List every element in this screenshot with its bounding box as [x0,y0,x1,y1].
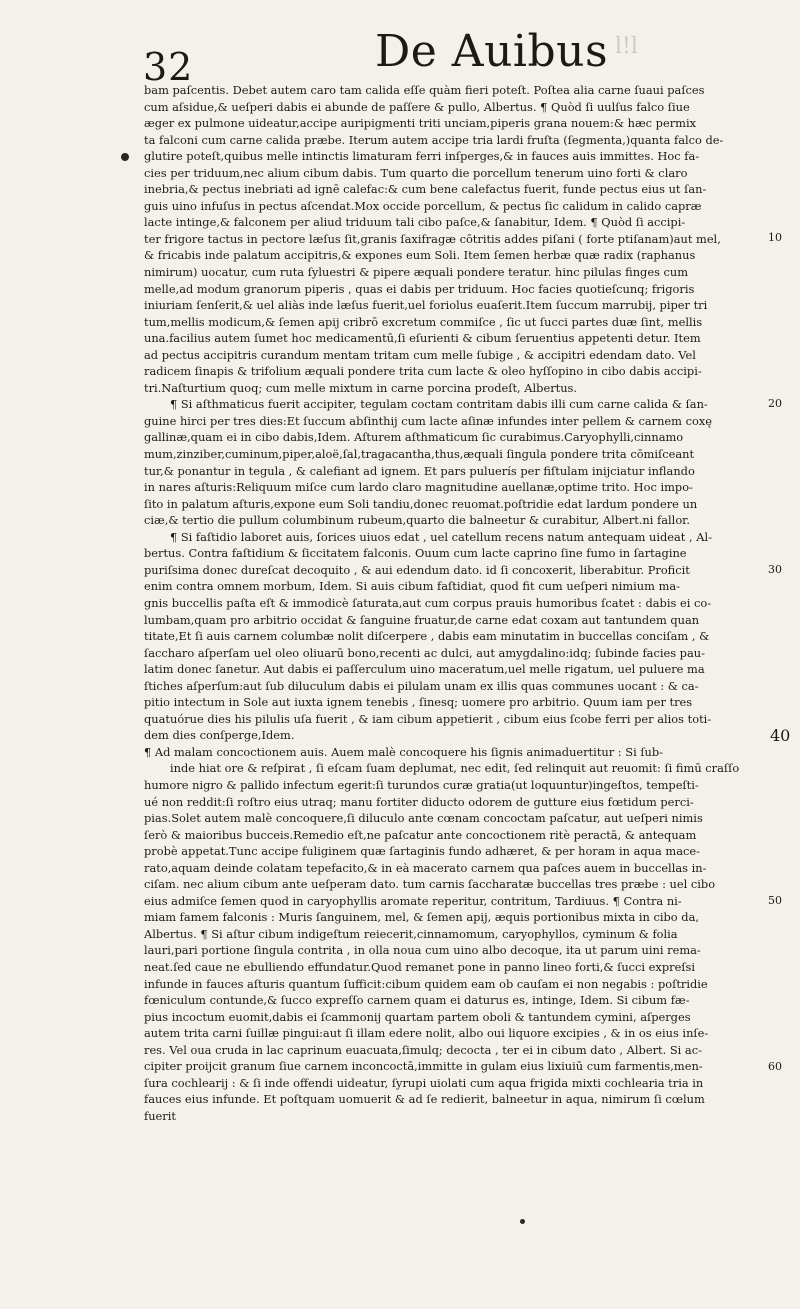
bullet-dot-icon [520,1219,525,1224]
text-line: ta falconi cum carne calida præbe. Iterum autem accipe tria lardi fruſta (ſegmenta,)quanta falco de- [144,132,724,147]
text-line: gnis buccellis paſta eſt & immodicè ſaturata,aut cum corpus prauis humoribus ſcatet : dabis ei co- [144,595,712,610]
text-line: bam paſcentis. Debet autem caro tam calida eſſe quàm fieri poteſt. Poſtea alia carne ſuaui paſces [144,83,705,97]
margin-number-20: 20 [768,397,782,410]
text-line: in nares aſturis:Reliquum miſce cum lardo claro magnitudine auellanæ,optime trito. Hoc impo- [144,480,693,495]
text-line: ter frigore tactus in pectore læſus ſit,granis ſaxifragæ cōtritis addes piſani ( forte ptiſanam)aut mel, [144,231,721,246]
catchword [144,1124,768,1141]
text-line: cies per triduum,nec alium cibum dabis. Tum quarto die porcellum tenerum uino forti & claro [144,165,688,180]
text-line: autem trita carni ſuillæ pingui:aut ſi illam edere nolit, albo oui liquore excipies , & in os eius inſe- [144,1026,709,1041]
text-line: infunde in fauces aſturis quantum ſufficit:cibum quidem eam ob cauſam ei non negabis : poſtridie [144,976,708,991]
text-line: ¶ Ad malam concoctionem auis. Auem malè concoquere his ſignis animaduertitur : Si ſub- [144,744,664,759]
text-line: tur,& ponantur in tegula , & calefiant ad ignem. Et pars puluerís per fiſtulam inijciatur inflando [144,463,695,478]
margin-number-30: 30 [768,563,782,576]
text-line: inebria,& pectus inebriati ad ignē calefac:& cum bene calefactus fuerit, funde pectus eius ut ſan- [144,182,707,197]
text-line: cum aſsidue,& ueſperi dabis ei abunde de paſſere & pullo, Albertus. ¶ Quòd ſi uulſus falco ſiue [144,99,690,114]
margin-number-10: 10 [768,231,782,244]
text-line: gallinæ,quam ei in cibo dabis,Idem. Aſturem aſthmaticum ſic curabimus.Caryophylli,cinnamo [144,430,684,445]
text-line: ſito in palatum aſturis,expone eum Soli tandiu,donec reuomat.poſtridie edat lardum pondere un [144,496,698,511]
text-line: ¶ Si aſthmaticus fuerit accipiter, tegulam coctam contritam dabis illi cum carne calida & ſan- [170,397,708,412]
text-line: & fricabis inde palatum accipitris,& expones eum Soli. Item ſemen herbæ quæ radix (raphanus [144,248,696,263]
margin-number-50: 50 [768,894,782,907]
text-line: ciſam. nec alium cibum ante ueſperam dato. tum carnis ſaccharatæ buccellas tres præbe : uel cibo [144,877,716,892]
text-line: quatuórue dies his pilulis uſa fuerit , & iam cibum appetierit , cibum eius ſcobe ferri per alios toti- [144,711,712,726]
faint-mark: l!l [615,34,638,59]
text-line: cipiter proijcit granum ſiue carnem inconcoctā,immitte in gulam eius lixiuiū cum farmentis,men- [144,1059,703,1074]
running-head: De Auibus [375,26,609,77]
text-line: titate,Et ſi auis carnem columbæ nolit diſcerpere , dabis eam minutatim in buccellas conciſam , & [144,629,710,644]
page-number: 32 [143,45,194,89]
text-line: una.facilius autem ſumet hoc medicamentū,ſi eſurienti & cibum ſeruentius appetenti detur. Item [144,331,701,346]
text-line: neat.ſed caue ne ebulliendo effundatur.Quod remanet pone in panno lineo forti,& ſucci expreſsi [144,959,696,974]
text-line: lauri,pari portione ſingula contrita , in olla noua cum uino albo decoque, ita ut parum uini rema- [144,943,701,958]
text-line: ſerò & maioribus bucceis.Remedio eſt,ne paſcatur ante concoctionem ritè peractā, & antequam [144,827,697,842]
text-line: dem dies conſperge,Idem. [144,728,295,743]
text-line: latim donec ſanetur. Aut dabis ei paſſerculum uino maceratum,uel melle rigatum, uel puluere ma [144,662,705,677]
text-line: ſura cochlearij : & ſi inde offendi uideatur, ſyrupi uiolati cum aqua frigida mixti cochlearia tria in [144,1075,704,1090]
text-line: res. Vel oua cruda in lac caprinum euacuata,ſimulq; decocta , ter ei in cibum dato , Albert. Si ac- [144,1042,702,1057]
text-line: fuerit [144,1108,176,1123]
text-line: inde hiat ore & reſpirat , ſi eſcam ſuam deplumat, nec edit, ſed relinquit aut reuomit: ſi fimū craſſo [170,761,740,776]
text-line: iniuriam ſenſerit,& uel aliàs inde læſus fuerit,uel foriolus euaſerit.Item ſuccum marrubij, piper tri [144,298,708,313]
text-line: guis uino infuſus in pectus aſcendat.Mox occide porcellum, & pectus ſic calidum in calido capræ [144,198,702,213]
text-line: nimirum) uocatur, cum ruta ſyluestri & pipere æquali pondere teratur. hinc pilulas finges cum [144,265,689,280]
text-line: melle,ad modum granorum piperis , quas ei dabis per triduum. Hoc facies quotieſcunq; frigoris [144,281,695,296]
bullet-dot-icon [121,153,129,161]
text-line: lacte intinge,& falconem per aliud triduum tali cibo paſce,& ſanabitur, Idem. ¶ Quòd ſi accipi- [144,215,686,230]
text-line: pius incoctum euomit,dabis ei ſcammonij quartam partem oboli & tantundem cymini, aſperges [144,1009,691,1024]
text-line: probè appetat.Tunc accipe fuliginem quæ ſartaginis fundo adhæret, & per horam in aqua mace- [144,844,700,859]
text-line: tri.Naſturtium quoq; cum melle mixtum in carne porcina prodeſt, Albertus. [144,380,578,395]
text-line: mum,zinziber,cuminum,piper,aloë,ſal,tragacantha,thus,æquali ſingula pondere trita cōmiſceant [144,447,695,462]
margin-number-40: 40 [770,726,791,745]
text-line: pitio intectum in Sole aut iuxta ignem tenebis , ſinesq; uomere pro arbitrio. Quum iam per tres [144,695,693,710]
text-line: ſtiches aſperſum:aut ſub diluculum dabis ei pilulam unam ex illis quas communes uocant : & ca- [144,678,699,693]
body-text [144,82,768,1141]
text-line: ad pectus accipitris curandum mentam tritam cum melle ſubige , & accipitri edendam dato. Vel [144,347,696,362]
text-line: Albertus. ¶ Si aſtur cibum indigeſtum reiecerit,cinnamomum, caryophyllos, cyminum & folia [144,926,678,941]
text-line: ciæ,& tertio die pullum columbinum rubeum,quarto die balneetur & curabitur, Albert.ni fallor. [144,513,690,528]
text-line: æger ex pulmone uideatur,accipe auripigmenti triti unciam,piperis grana nouem:& hæc permix [144,116,697,131]
text-line: pias.Solet autem malè concoquere,ſi diluculo ante cœnam concoctam paſcatur, aut ueſperi nimis [144,811,703,826]
margin-number-60: 60 [768,1060,782,1073]
text-line: glutire poteſt,quibus melle intinctis limaturam ferri inſperges,& in fauces auis immittes. Hoc fa- [144,149,700,164]
text-line: ué non reddit:ſi roſtro eius utraq; manu fortiter diducto odorem de gutture eius fœtidum perci- [144,794,694,809]
text-line: rato,aquam deinde colatam tepefacito,& in eà macerato carnem qua paſces auem in buccellas in- [144,860,707,875]
text-line: eius admiſce ſemen quod in caryophyllis aromate reperitur, contritum, Tardiuus. ¶ Contra ni- [144,893,682,908]
text-line: radicem ſinapis & trifolium æquali pondere trita cum lacte & oleo hyſſopino in cibo dabis accipi- [144,364,702,379]
text-line: tum,mellis modicum,& ſemen apij cribrō excretum commiſce , ſic ut ſucci partes duæ ſint, mellis [144,314,703,329]
text-line: fœniculum contunde,& ſucco expreſſo carnem quam ei daturus es, intinge, Idem. Si cibum fæ- [144,993,690,1008]
text-line: enim contra omnem morbum, Idem. Si auis cibum faſtidiat, quod fit cum ueſperi nimium ma- [144,579,681,594]
text-line: fauces eius infunde. Et poſtquam uomuerit & ad ſe redierit, balneetur in aqua, nimirum ſi cœlum [144,1092,705,1107]
text-line: ſaccharo aſperſam uel oleo oliuarū bono,recenti ac dulci, aut amygdalino:idq; ſubinde facies pau- [144,645,705,660]
text-line: miam famem falconis : Muris ſanguinem, mel, & ſemen apij, æquis portionibus mixta in cibo da, [144,910,699,925]
text-line: lumbam,quam pro arbitrio occidat & ſanguine fruatur,de carne edat coxam aut tantundem quan [144,612,700,627]
text-line: puriſsima donec dureſcat decoquito , & aui edendum dato. id ſi concoxerit, liberabitur. Proficit [144,562,690,577]
text-line: bertus. Contra faſtidium & ſiccitatem falconis. Ouum cum lacte caprino ſine fumo in ſartagine [144,546,687,561]
text-line: humore nigro & pallido infectum egerit:ſi turundos curæ gratia(ut loquuntur)ingeſtos, tempeſti- [144,777,699,792]
text-line: ¶ Si faſtidio laboret auis, ſorices uiuos edat , uel catellum recens natum antequam uideat , Al- [170,529,712,544]
text-line: guine hirci per tres dies:Et ſuccum abſinthij cum lacte aſinæ infundes inter pellem & carnem coxę [144,413,712,428]
